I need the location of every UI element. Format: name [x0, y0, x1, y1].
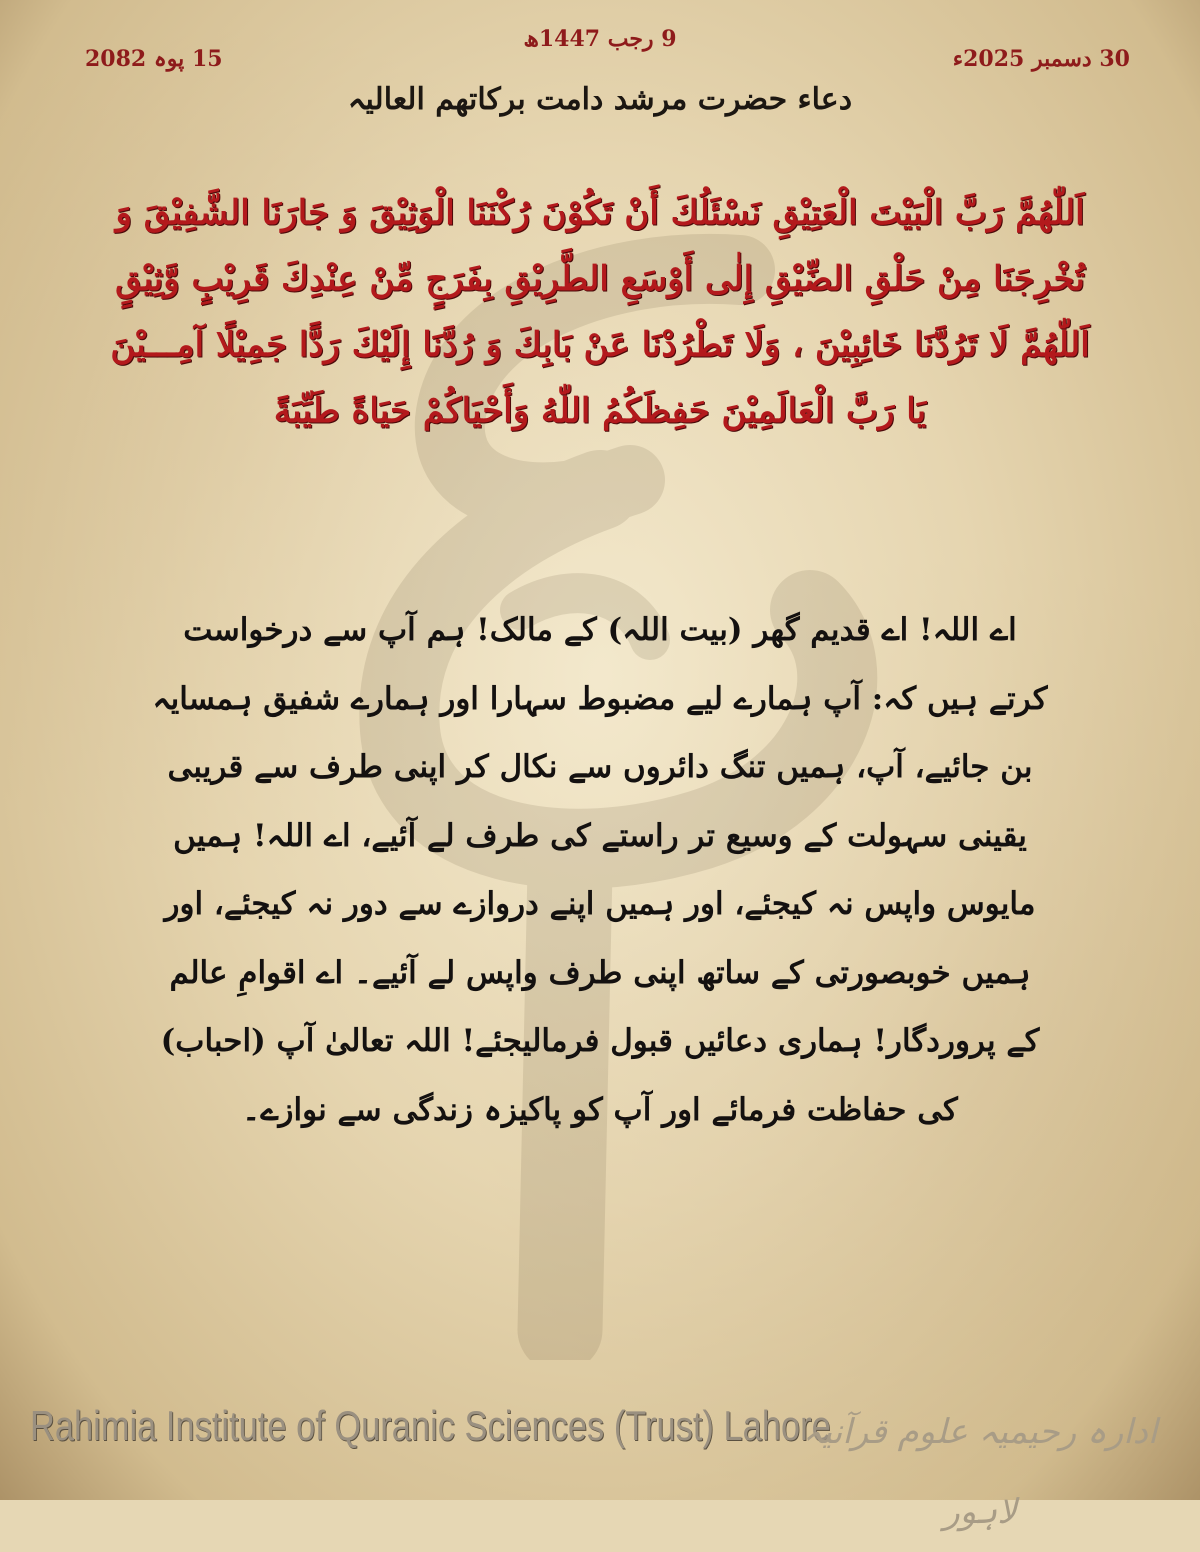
page-title: دعاء حضرت مرشد دامت برکاتھم العالیہ [347, 82, 853, 117]
arabic-dua: اَللّٰهُمَّ رَبَّ الْبَيْتَ الْعَتِيْقِ نَسْئَلُكَ أَنْ تَكُوْنَ رُكْنَنَا الْوَثِيْقَ وَ جَارَنَا الشَّفِيْقَ وَ تُخْرِجَنَا مِنْ حَلْقِ الضِّيْقِ إِلٰى أَوْسَعِ الطَّرِيْقِ بِفَرَجٍ مِّنْ عِنْدِكَ قَرِيْبٍ وَّثِيْقٍ اَللّٰهُمَّ لَا تَرُدَّنَا خَائِبِيْنَ ، وَلَا تَطْرُدْنَا عَنْ بَابِكَ وَ رُدَّنَا إِلَيْكَ رَدًّا جَمِيْلًا آمِـــيْنَ يَا رَبَّ الْعَالَمِيْنَ حَفِظَكُمُ اللّٰهُ وَأَحْيَاكُمْ حَيَاةً طَيِّبَةً [110, 193, 1090, 431]
gregorian-date: 30 دسمبر 2025ء [952, 46, 1130, 72]
institute-name-english: Rahimia Institute of Quranic Sciences (Trust) Lahore [30, 1402, 831, 1449]
bikrami-date: 15 پوہ 2082 [85, 46, 223, 72]
institute-calligraphy-logo: ادارہ رحیمیہ علوم قرآنیہ لاہور [802, 1412, 1158, 1532]
urdu-translation: اے اللہ! اے قدیم گھر (بیت اللہ) کے مالک! ہم آپ سے درخواست کرتے ہیں کہ: آپ ہمارے لیے مضبوط سہارا اور ہمارے شفیق ہمسایہ بن جائیے، آپ، ہمیں تنگ دائروں سے نکال کر اپنی طرف سے قریبی یقینی سہولت کے وسیع تر راستے کی طرف لے آئیے، اے اللہ! ہمیں مایوس واپس نہ کیجئے، اور ہمیں اپنے دروازے سے دور نہ کیجئے، اور ہمیں خوبصورتی کے ساتھ اپنی طرف واپس لے آئیے۔ اے اقوامِ عالم کے پروردگار! ہماری دعائیں قبول فرمالیجئے! اللہ تعالیٰ آپ (احباب) کی حفاظت فرمائے اور آپ کو پاکیزہ زندگی سے نوازے۔ [152, 612, 1048, 1128]
hijri-date: 9 رجب 1447ھ [523, 26, 677, 52]
